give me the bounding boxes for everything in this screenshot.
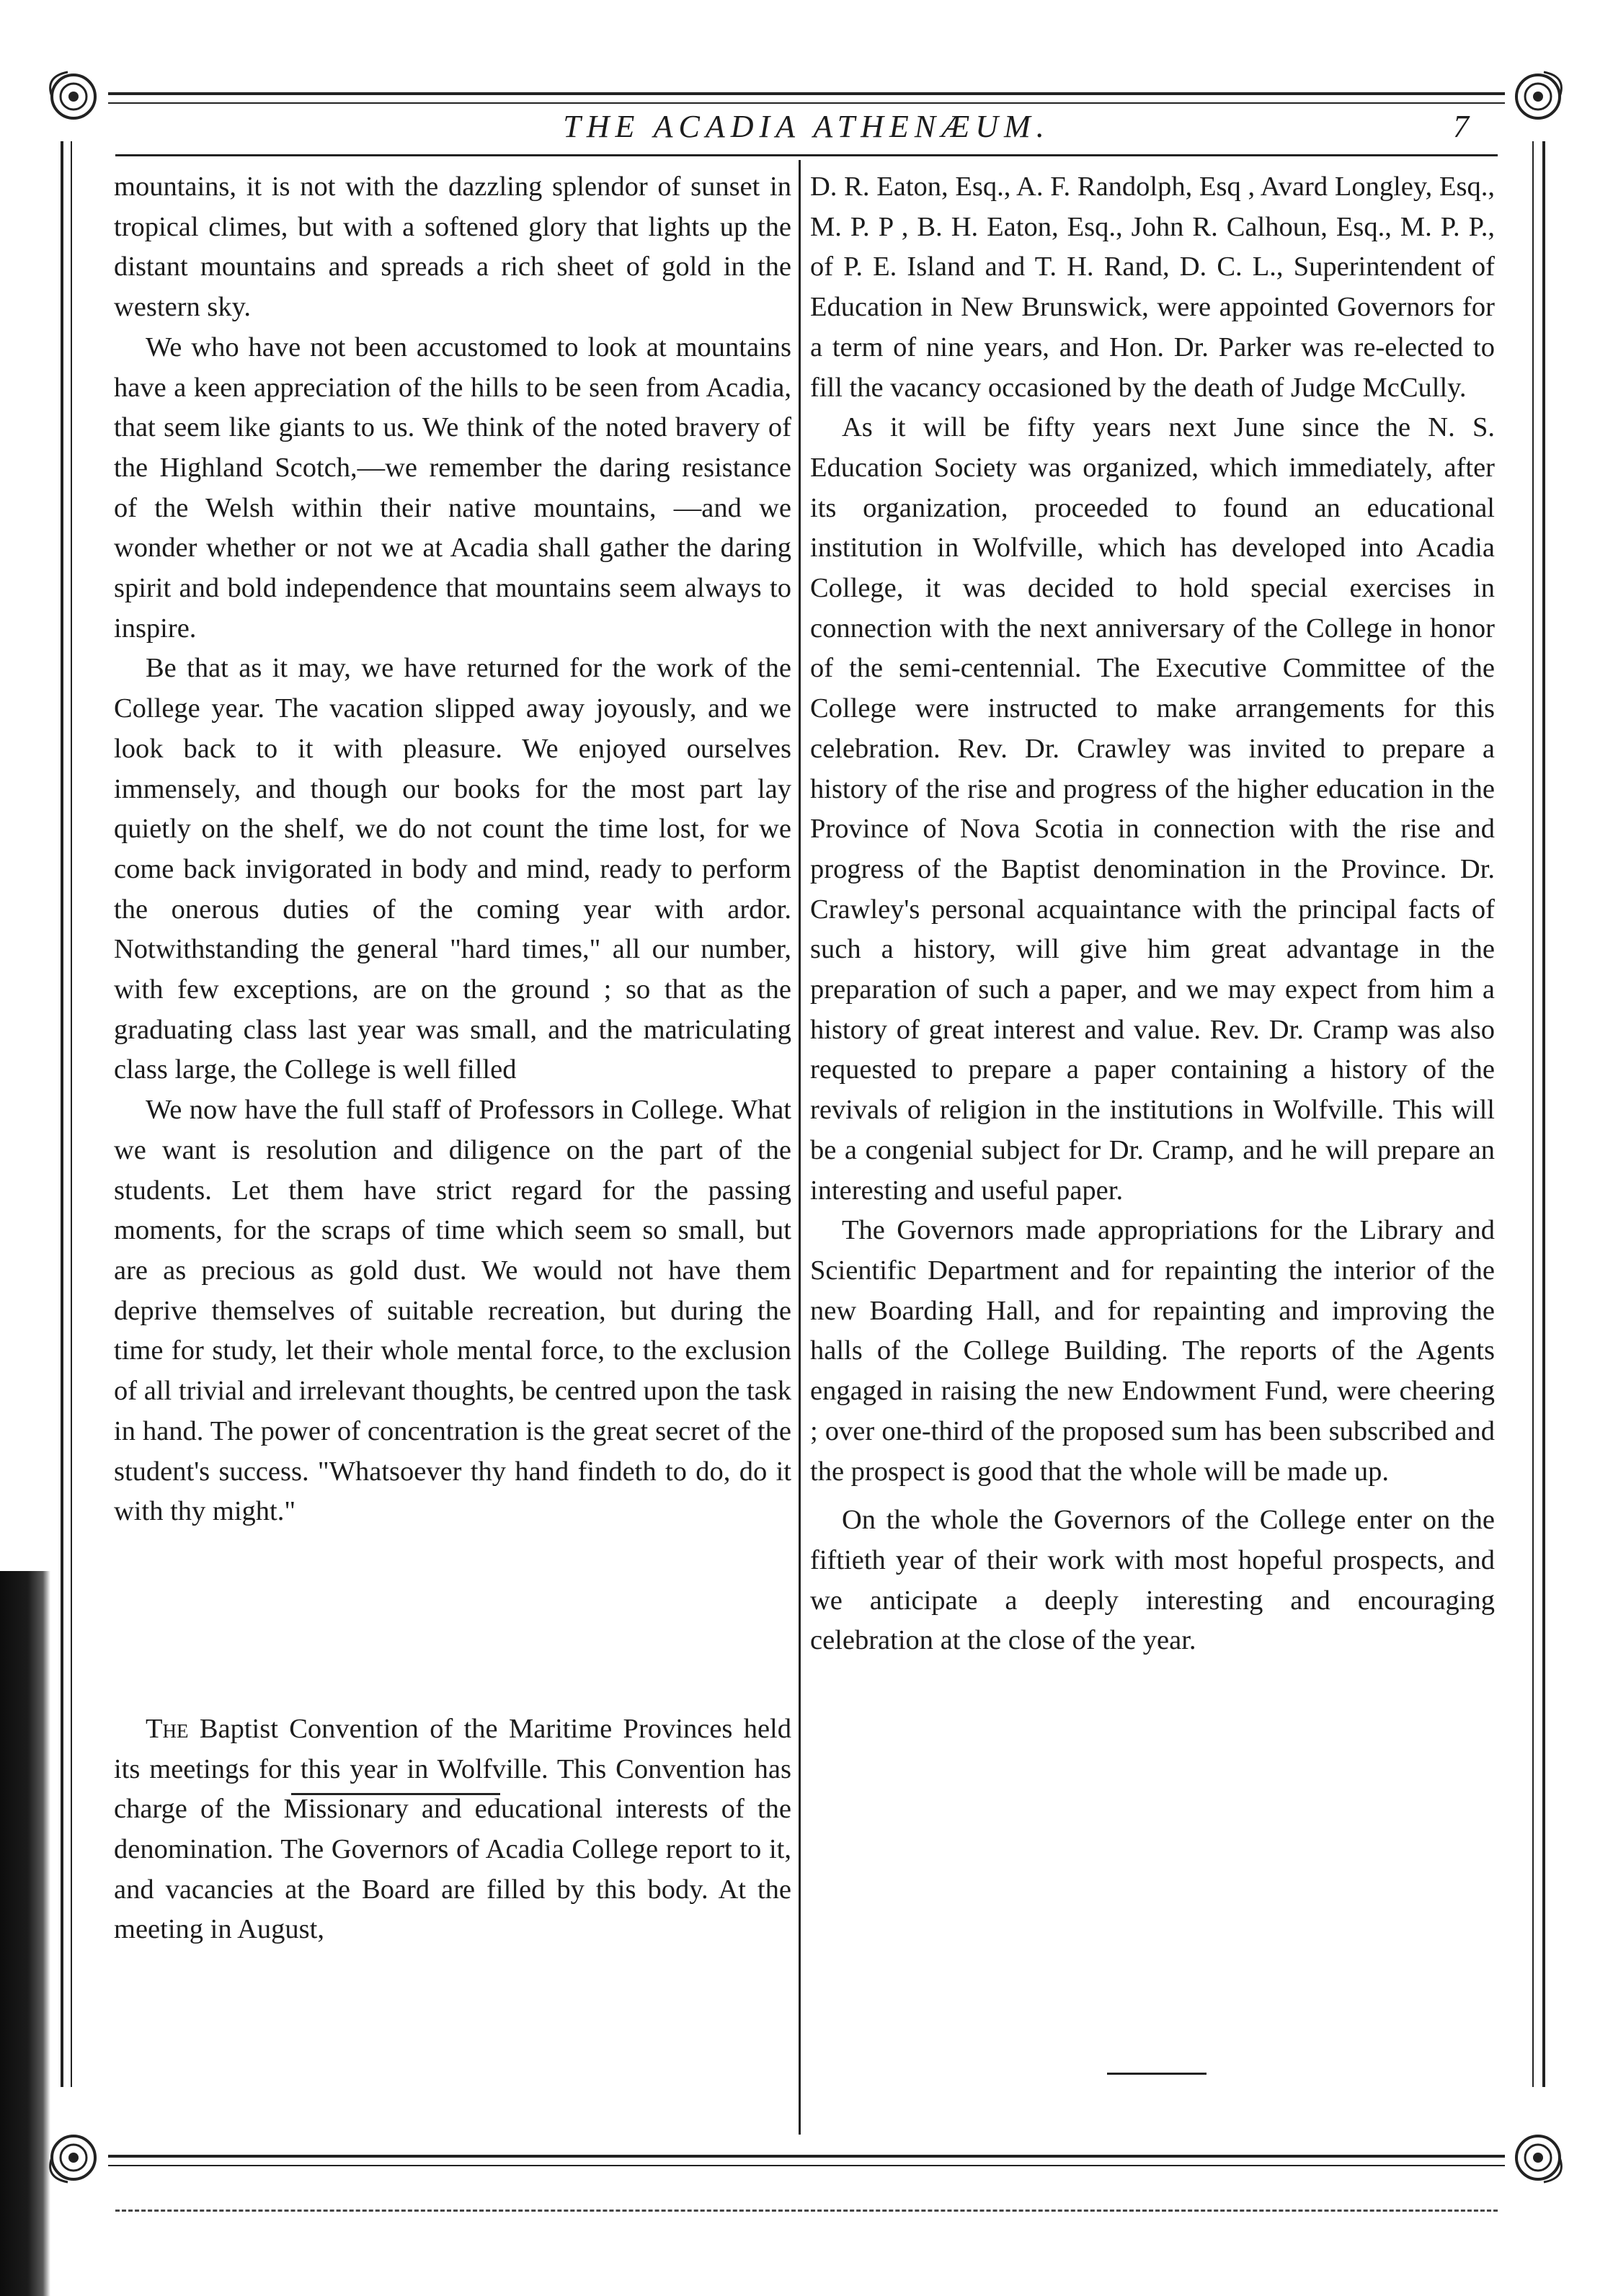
frame-right-inner-border: [1532, 141, 1534, 2087]
section-spacer: [114, 1532, 791, 1709]
paragraph: mountains, it is not with the dazzling splendor of sunset in tropical climes, but with a softened glory that lights up the distant mountains and spreads a rich sheet of gold in the western sky.: [114, 172, 791, 323]
paragraph: We now have the full staff of Professors in College. What we want is resolution and diligence on the part of the students. Let them have strict regard for the passing moments, for the scraps of time which seem so small, but are as precious as gold dust. We would not have them deprive themselves of suitable recreation, but during the time for study, let their whole mental force, to the exclusion of all trivial and irrelevant thoughts, be centred upon the task in hand. The power of concentration is the great secret of the student's success. "Whatsoever thy hand findeth to do, do it with thy might.": [114, 1095, 791, 1527]
corner-ornament-icon: [1503, 62, 1573, 131]
corner-ornament-icon: [39, 2123, 108, 2192]
paragraph-body: Baptist Convention of the Maritime Provinces held its meetings for this year in Wolfville. This Convention has charge of the Missionary and educational interests of the denomination. The Governors of Acadia College report to it, and vacancies at the Board are filled by this body. At the meeting in August,: [114, 1713, 791, 1945]
footer-rule: [115, 2210, 1498, 2212]
paragraph-lead-word: The: [146, 1713, 189, 1744]
section-divider: [1107, 2073, 1207, 2075]
paragraph: On the whole the Governors of the College enter on the fiftieth year of their work with most hopeful prospects, and we anticipate a deeply interesting and encouraging celebration at the close of the year.: [810, 1505, 1495, 1656]
right-column: [810, 167, 1495, 1661]
section-divider: [291, 1793, 500, 1795]
page-number: 7: [1453, 109, 1469, 144]
running-head: [115, 108, 1498, 151]
paragraph: D. R. Eaton, Esq., A. F. Randolph, Esq , Avard Longley, Esq., M. P. P , B. H. Eaton, Esq., John R. Calhoun, Esq., M. P. P., of P. E. Island and T. H. Rand, D. C. L., Superintendent of Education in New Brunswick, were appointed Governors for a term of nine years, and Hon. Dr. Parker was re-elected to fill the vacancy occasioned by the death of Judge McCully.: [810, 172, 1495, 403]
frame-right-border: [1542, 141, 1545, 2087]
left-column: [114, 167, 791, 1950]
frame-left-border: [61, 141, 63, 2087]
paragraph: The Governors made appropriations for the Library and Scientific Department and for repainting the interior of the new Boarding Hall, and for repainting and improving the halls of the College Building. The reports of the Agents engaged in raising the new Endowment Fund, were cheering ; over one-third of the proposed sum has been subscribed and the prospect is good that the whole will be made up.: [810, 1215, 1495, 1487]
paragraph: We who have not been accustomed to look at mountains have a keen appreciation of the hills to be seen from Acadia, that seem like giants to us. We think of the noted bravery of the Highland Scotch,—we remember the daring resistance of the Welsh within their native mountains, —and we wonder whether or not we at Acadia shall gather the daring spirit and bold independence that mountains seem always to inspire.: [114, 332, 791, 644]
frame-top-border: [108, 92, 1505, 95]
frame-left-inner-border: [71, 141, 72, 2087]
paragraph: Be that as it may, we have returned for the work of the College year. The vacation slipped away joyously, and we look back to it with pleasure. We enjoyed ourselves immensely, and though our books for the most part lay quietly on the shelf, we do not count the time lost, for we come back invigorated in body and mind, ready to perform the onerous duties of the coming year with ardor. Notwithstanding the general "hard times," all our number, with few exceptions, are on the ground ; so that as the graduating class last year was small, and the matriculating class large, the College is well filled: [114, 653, 791, 1085]
header-rule: [115, 154, 1498, 156]
convention-paragraph: [114, 1709, 791, 1950]
paragraph: As it will be fifty years next June since the N. S. Education Society was organized, which immediately, after its organization, proceeded to found an educational institution in Wolfville, which has developed into Acadia College, it was decided to hold special exercises in connection with the next anniversary of the College in honor of the semi-centennial. The Executive Committee of the College were instructed to make arrangements for this celebration. Rev. Dr. Crawley was invited to prepare a history of the rise and progress of the higher education in the Province of Nova Scotia in connection with the rise and progress of the Baptist denomination in the Province. Dr. Crawley's personal acquaintance with the principal facts of such a history, will give him great advantage in the preparation of such a paper, and we may expect from him a history of great interest and value. Rev. Dr. Cramp was also requested to prepare a paper containing a history of the revivals of religion in the institutions in Wolfville. This will be a congenial subject for Dr. Cramp, and he will prepare an interesting and useful paper.: [810, 412, 1495, 1206]
column-divider: [799, 160, 801, 2135]
frame-top-inner-border: [108, 102, 1505, 104]
corner-ornament-icon: [1503, 2123, 1573, 2192]
frame-bottom-border: [108, 2155, 1505, 2158]
journal-title: THE ACADIA ATHENÆUM.: [563, 109, 1050, 144]
corner-ornament-icon: [39, 62, 108, 131]
frame-bottom-inner-border: [108, 2165, 1505, 2166]
